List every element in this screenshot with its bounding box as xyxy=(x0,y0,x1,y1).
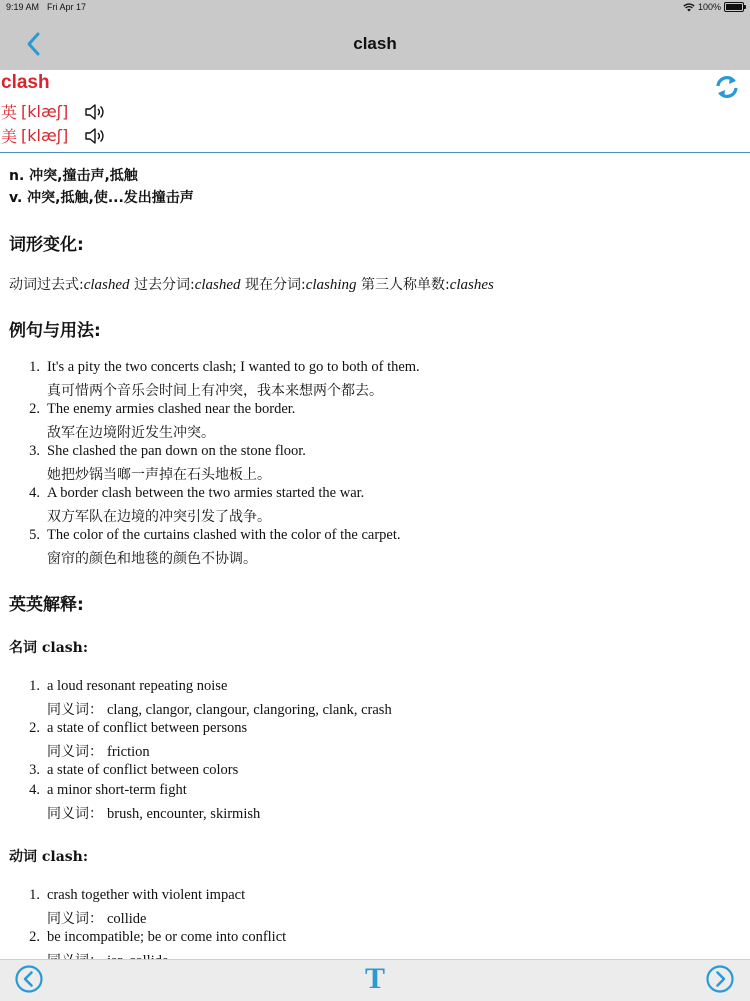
verb-heading: 动词 clash: xyxy=(9,849,89,865)
pron-uk-ipa: [klæʃ] xyxy=(21,102,69,121)
synonym-list: friction xyxy=(107,744,150,760)
sense-gloss: a loud resonant repeating noise xyxy=(47,678,228,694)
sense-synonyms xyxy=(47,741,150,761)
synonym-list: collide xyxy=(107,911,147,927)
form-value: clashed xyxy=(83,277,130,293)
form-label: 动词过去式: xyxy=(9,277,84,293)
example-cn: 窗帘的颜色和地毯的颜色不协调。 xyxy=(47,551,257,567)
pron-us-label: 美 xyxy=(1,127,18,146)
sense-gloss: a minor short-term fight xyxy=(47,782,187,798)
list-number: 2. xyxy=(29,929,40,945)
example-en: She clashed the pan down on the stone floor. xyxy=(47,443,306,459)
list-number: 2. xyxy=(29,720,40,736)
refresh-icon[interactable] xyxy=(714,74,740,100)
list-number: 1. xyxy=(29,887,40,903)
bottom-toolbar xyxy=(0,959,750,1001)
status-bar xyxy=(0,0,750,16)
synonym-label: 同义词： xyxy=(47,911,103,927)
form-label: 第三人称单数: xyxy=(356,277,450,293)
list-number: 1. xyxy=(29,678,40,694)
definition-noun: n. 冲突,撞击声,抵触 xyxy=(9,168,138,184)
synonym-label: 同义词： xyxy=(47,806,103,822)
list-number: 1. xyxy=(29,359,40,375)
sense-gloss: be incompatible; be or come into conflict xyxy=(47,929,287,945)
definition-content[interactable] xyxy=(0,153,750,959)
status-date: Fri Apr 17 xyxy=(47,2,87,12)
synonym-list: clang, clangor, clangour, clangoring, clank, crash xyxy=(107,702,392,718)
form-value: clashes xyxy=(449,277,494,293)
example-cn: 双方军队在边境的冲突引发了战争。 xyxy=(47,509,271,525)
list-number: 2. xyxy=(29,401,40,417)
synonym-label: 同义词： xyxy=(47,744,103,760)
text-size-button[interactable]: T xyxy=(364,962,385,995)
synonym-list: brush, encounter, skirmish xyxy=(107,806,261,822)
battery-percent: 100% xyxy=(697,2,721,12)
sense-synonyms xyxy=(47,908,146,928)
pron-uk xyxy=(1,100,106,123)
example-cn: 她把炒锅当啷一声掉在石头地板上。 xyxy=(47,467,271,483)
nav-bar xyxy=(0,16,750,70)
example-en: It's a pity the two concerts clash; I wanted to go to both of them. xyxy=(47,359,420,375)
word-forms xyxy=(9,274,494,294)
sense-gloss: crash together with violent impact xyxy=(47,887,246,903)
wifi-icon xyxy=(683,3,695,12)
sense-gloss: a state of conflict between colors xyxy=(47,762,239,778)
noun-heading: 名词 clash: xyxy=(9,640,89,656)
battery-icon xyxy=(724,2,744,12)
forms-heading: 词形变化: xyxy=(9,235,84,255)
status-right xyxy=(683,2,744,12)
examples-heading: 例句与用法: xyxy=(9,321,101,341)
ee-heading: 英英解释: xyxy=(9,595,84,615)
sense-synonyms xyxy=(47,699,392,719)
speaker-icon[interactable] xyxy=(84,126,106,146)
form-label: 过去分词: xyxy=(129,277,195,293)
example-cn: 真可惜两个音乐会时间上有冲突，我本来想两个都去。 xyxy=(47,383,383,399)
sense-gloss: a state of conflict between persons xyxy=(47,720,248,736)
list-number: 3. xyxy=(29,443,40,459)
example-cn: 敌军在边境附近发生冲突。 xyxy=(47,425,215,441)
example-en: The color of the curtains clashed with the color of the carpet. xyxy=(47,527,401,543)
form-label: 现在分词: xyxy=(240,277,306,293)
next-arrow-icon[interactable] xyxy=(705,964,735,994)
pron-uk-label: 英 xyxy=(1,103,18,122)
list-number: 4. xyxy=(29,782,40,798)
previous-arrow-icon[interactable] xyxy=(14,964,44,994)
pron-us xyxy=(1,124,106,147)
word-header xyxy=(0,70,750,153)
status-time: 9:19 AM xyxy=(6,2,40,12)
sense-synonyms xyxy=(47,803,260,823)
list-number: 5. xyxy=(29,527,40,543)
speaker-icon[interactable] xyxy=(84,102,106,122)
example-en: The enemy armies clashed near the border. xyxy=(47,401,296,417)
example-en: A border clash between the two armies started the war. xyxy=(47,485,365,501)
pron-us-ipa: [klæʃ] xyxy=(21,126,69,145)
headword: clash xyxy=(1,72,50,93)
form-value: clashed xyxy=(194,277,241,293)
form-value: clashing xyxy=(305,277,357,293)
definition-verb: v. 冲突,抵触,使...发出撞击声 xyxy=(9,190,194,206)
list-number: 4. xyxy=(29,485,40,501)
list-number: 3. xyxy=(29,762,40,778)
synonym-label: 同义词： xyxy=(47,702,103,718)
nav-title: clash xyxy=(353,34,397,53)
